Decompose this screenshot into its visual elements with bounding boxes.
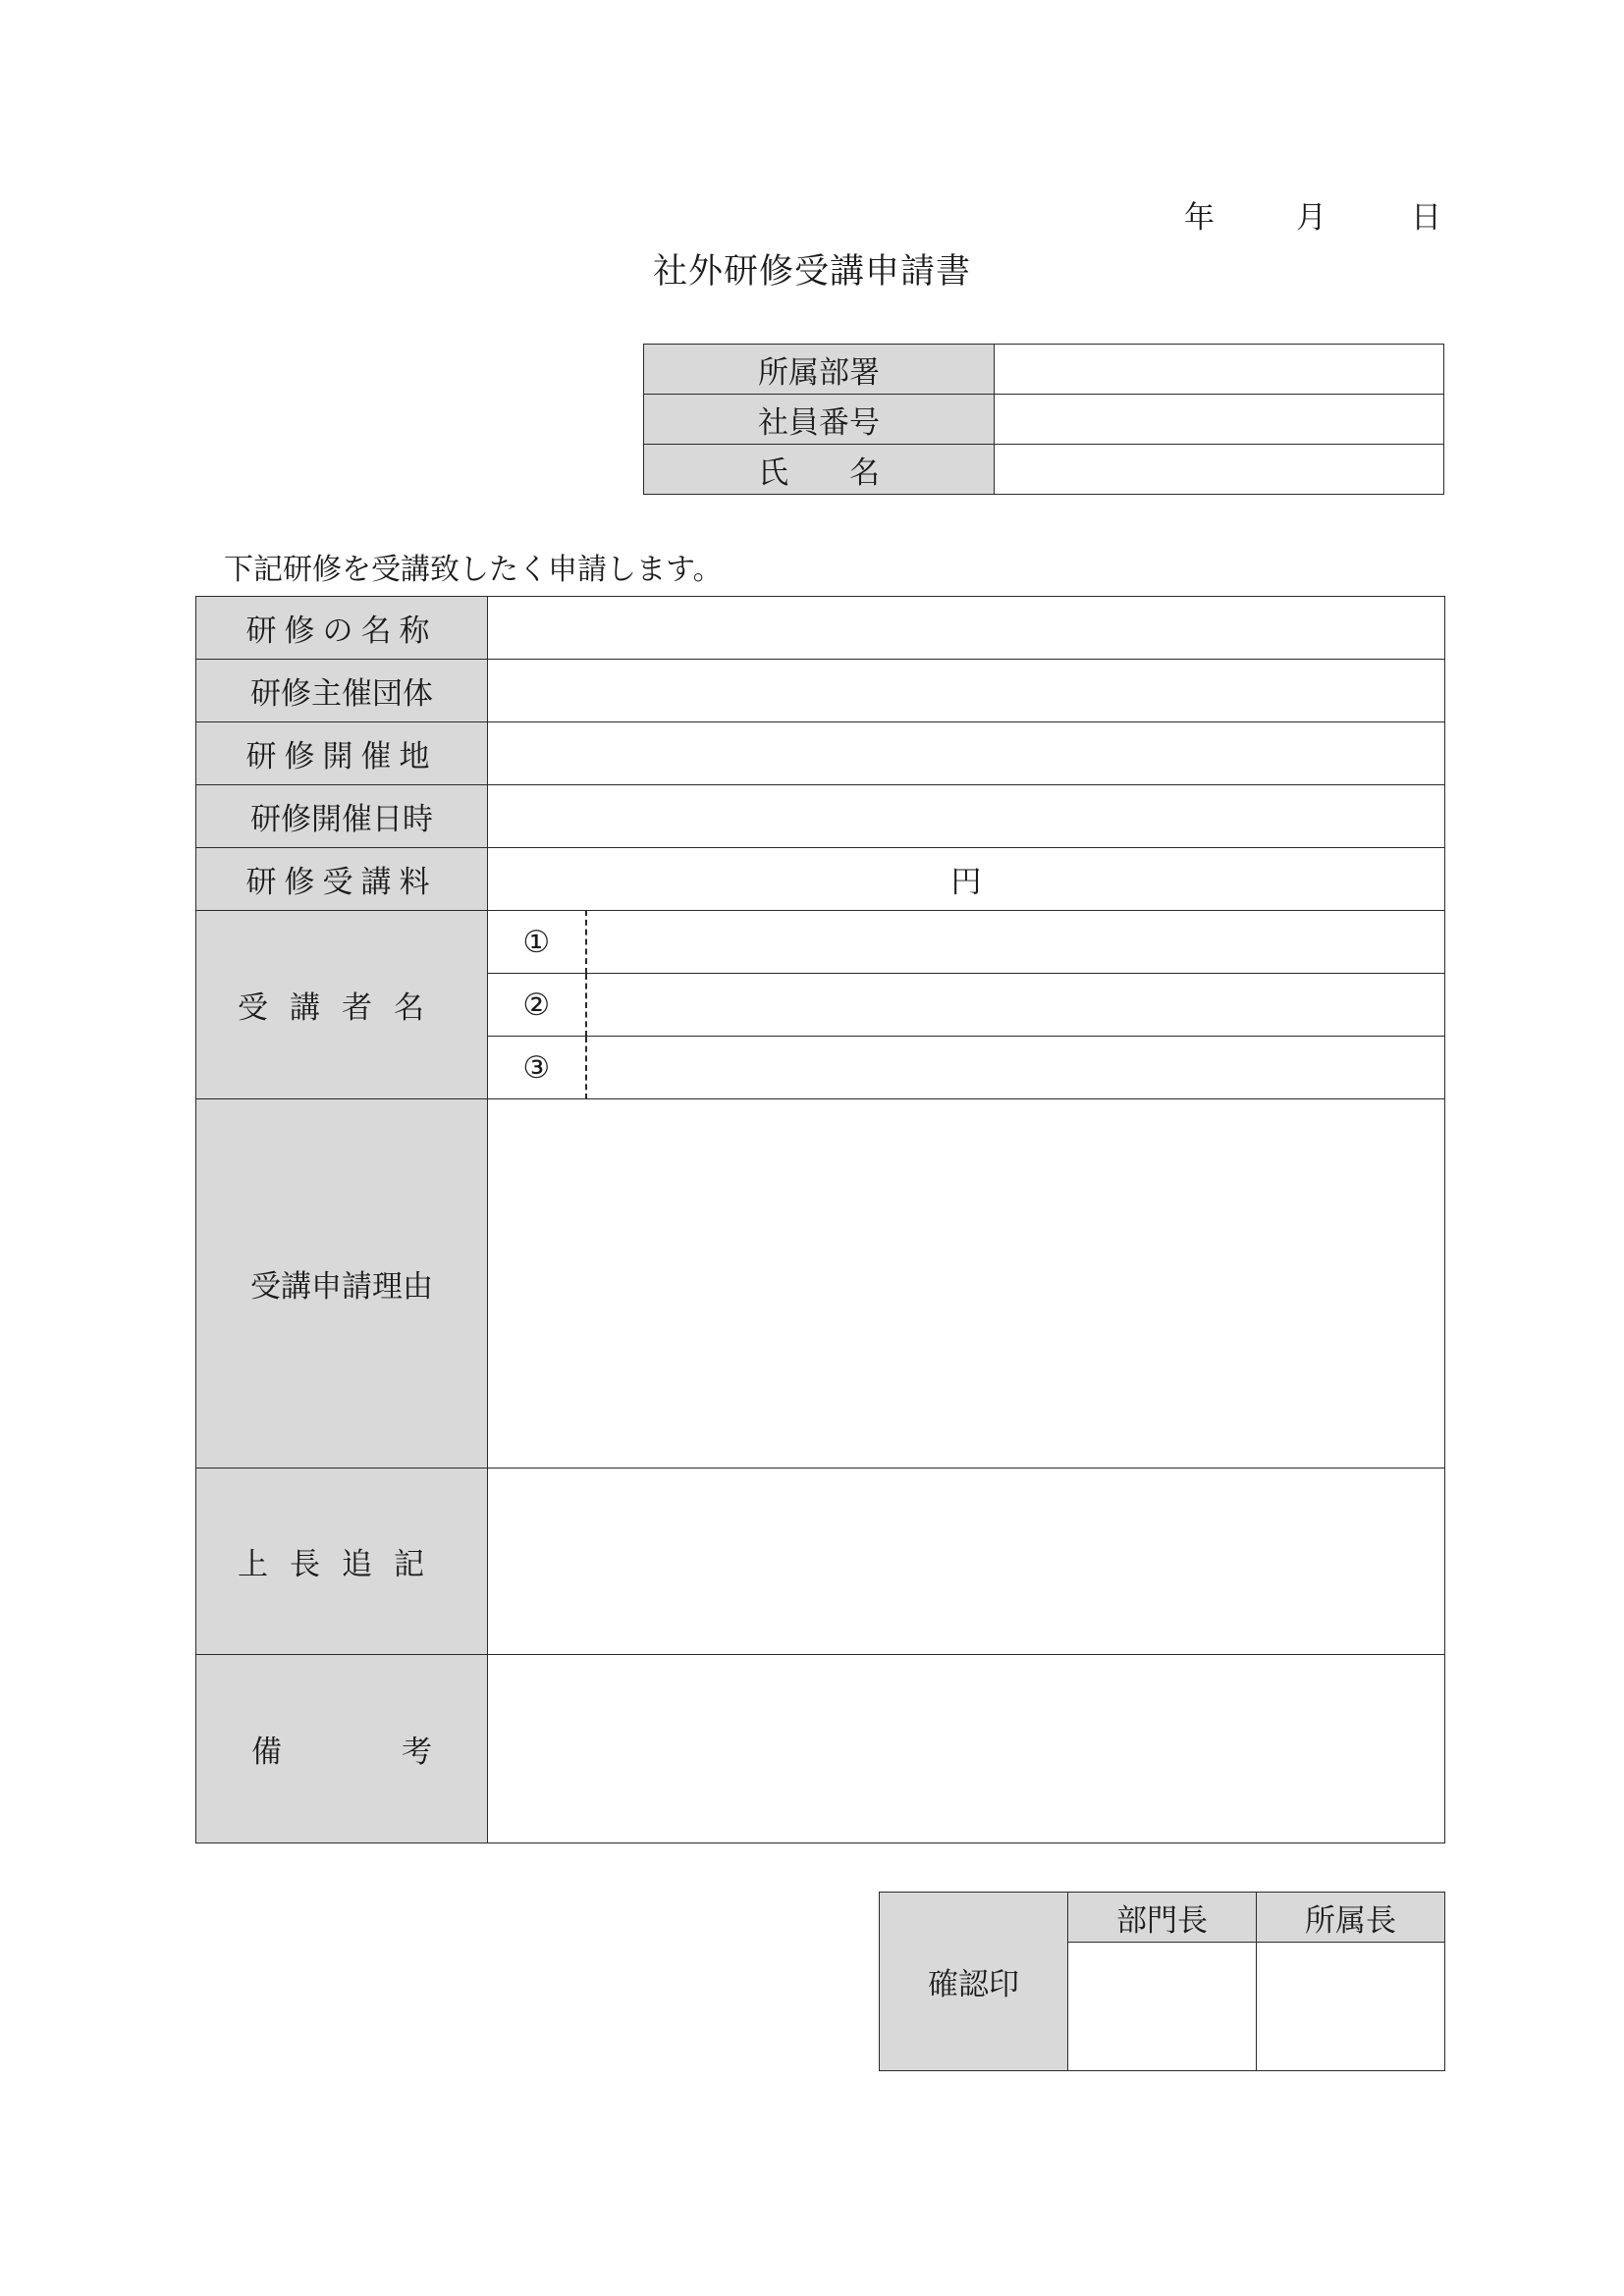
remarks-label (196, 1655, 488, 1843)
organizer-label: 研修主催団体 (196, 660, 488, 722)
datetime-field[interactable] (488, 785, 1445, 848)
date-year-label: 年 (1184, 200, 1215, 236)
department-label: 所属部署 (644, 345, 995, 395)
page-title: 社外研修受講申請書 (652, 252, 971, 292)
venue-field[interactable] (488, 722, 1445, 785)
date-day-label: 日 (1411, 200, 1441, 236)
dept-head-stamp-box[interactable] (1068, 1943, 1257, 2071)
remarks-label-part-1: 備 (251, 1735, 282, 1770)
attendees-label: 受講者名 (196, 911, 488, 1099)
attendee-number-1: ① (488, 911, 586, 974)
attendee-field-1[interactable] (586, 911, 1445, 974)
department-field[interactable] (995, 345, 1444, 395)
attendee-number-3: ③ (488, 1037, 586, 1099)
applicant-table (643, 344, 1444, 495)
attendee-field-3[interactable] (586, 1037, 1445, 1099)
date-month-label: 月 (1296, 200, 1326, 236)
employee-number-field[interactable] (995, 395, 1444, 445)
fee-label: 研修受講料 (196, 848, 488, 911)
datetime-label: 研修開催日時 (196, 785, 488, 848)
fee-field[interactable] (488, 848, 1445, 911)
reason-label: 受講申請理由 (196, 1099, 488, 1468)
course-name-label: 研修の名称 (196, 597, 488, 660)
name-label: 氏 名 (644, 445, 995, 495)
yen-unit: 円 (950, 865, 982, 900)
reason-field[interactable] (488, 1099, 1445, 1468)
training-form-table (195, 596, 1445, 1843)
approval-table (879, 1892, 1445, 2071)
organizer-field[interactable] (488, 660, 1445, 722)
intro-text: 下記研修を受講致したく申請します。 (224, 553, 723, 587)
dept-head-label: 部門長 (1068, 1893, 1257, 1943)
name-field[interactable] (995, 445, 1444, 495)
office-head-stamp-box[interactable] (1257, 1943, 1445, 2071)
remarks-field[interactable] (488, 1655, 1445, 1843)
attendee-number-2: ② (488, 974, 586, 1037)
approval-label: 確認印 (880, 1893, 1068, 2071)
attendee-field-2[interactable] (586, 974, 1445, 1037)
office-head-label: 所属長 (1257, 1893, 1445, 1943)
supervisor-note-label: 上長追記 (196, 1468, 488, 1655)
employee-number-label: 社員番号 (644, 395, 995, 445)
course-name-field[interactable] (488, 597, 1445, 660)
venue-label: 研修開催地 (196, 722, 488, 785)
remarks-label-part-2: 考 (402, 1735, 432, 1770)
supervisor-note-field[interactable] (488, 1468, 1445, 1655)
